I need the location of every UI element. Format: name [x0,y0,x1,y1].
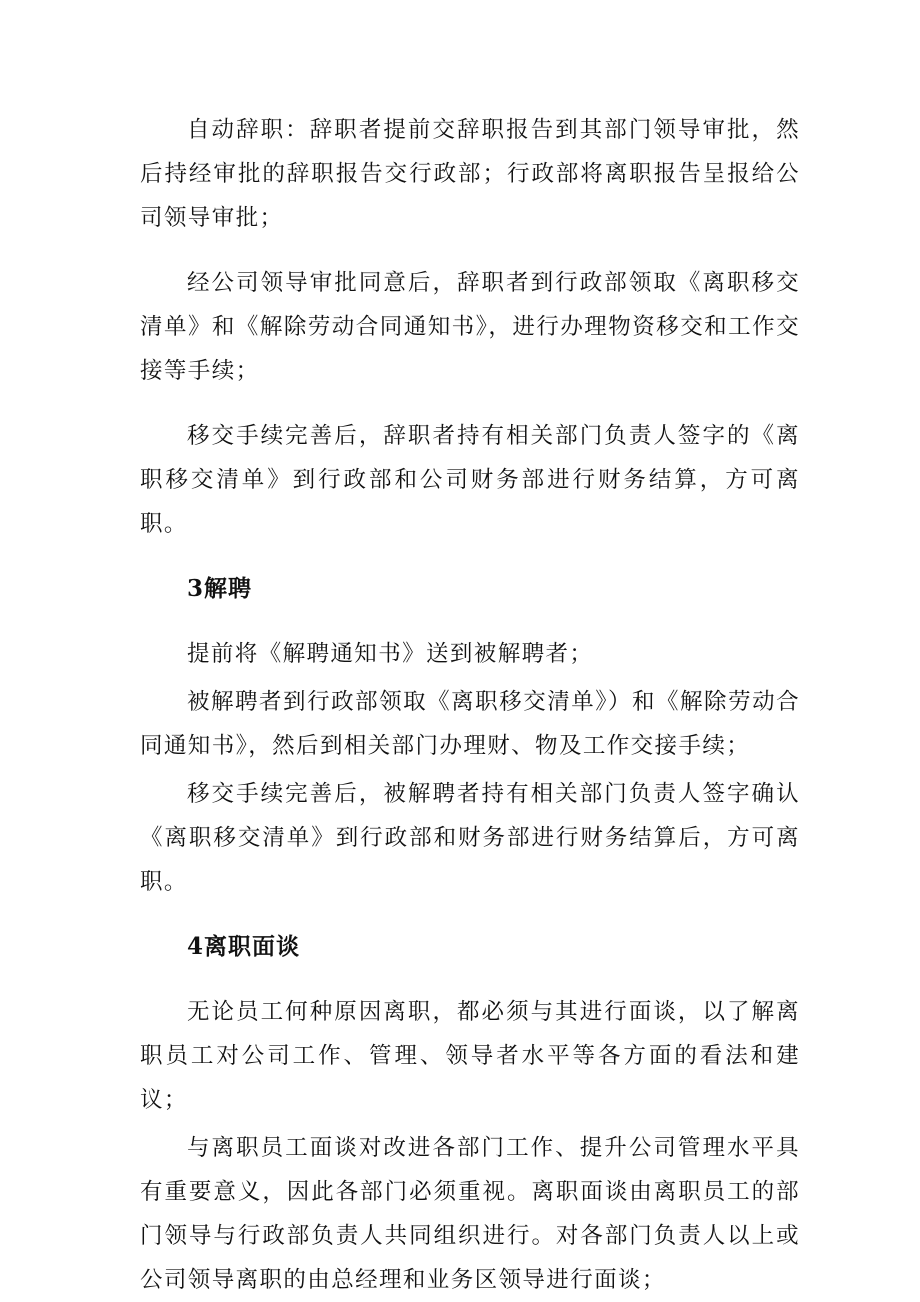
section-heading-dismissal: 3解聘 [187,575,253,602]
section-heading-exit-interview: 4离职面谈 [187,933,301,960]
paragraph-dismissal-handover: 被解聘者到行政部领取《离职移交清单》）和《解除劳动合同通知书》，然后到相关部门办理财、物及工作交接手续； [140,689,800,759]
paragraph-exit-interview-purpose: 无论员工何种原因离职，都必须与其进行面谈，以了解离职员工对公司工作、管理、领导者水平等各方面的看法和建议； [140,999,800,1113]
paragraph-auto-resignation: 自动辞职：辞职者提前交辞职报告到其部门领导审批，然后持经审批的辞职报告交行政部；行政部将离职报告呈报给公司领导审批； [140,117,800,231]
paragraph-approval-handover: 经公司领导审批同意后，辞职者到行政部领取《离职移交清单》和《解除劳动合同通知书》，进行办理物资移交和工作交接等手续； [140,270,800,384]
paragraph-dismissal-notice: 提前将《解聘通知书》送到被解聘者； [187,641,594,667]
paragraph-exit-interview-organization: 与离职员工面谈对改进各部门工作、提升公司管理水平具有重要意义，因此各部门必须重视。离职面谈由离职员工的部门领导与行政部负责人共同组织进行。对各部门负责人以上或公司领导离职的由总经理和业务区领导进行面谈； [140,1135,800,1293]
paragraph-dismissal-settlement: 移交手续完善后，被解聘者持有相关部门负责人签字确认《离职移交清单》到行政部和财务部进行财务结算后，方可离职。 [140,781,800,895]
paragraph-resignation-settlement: 移交手续完善后，辞职者持有相关部门负责人签字的《离职移交清单》到行政部和公司财务部进行财务结算，方可离职。 [140,423,800,537]
